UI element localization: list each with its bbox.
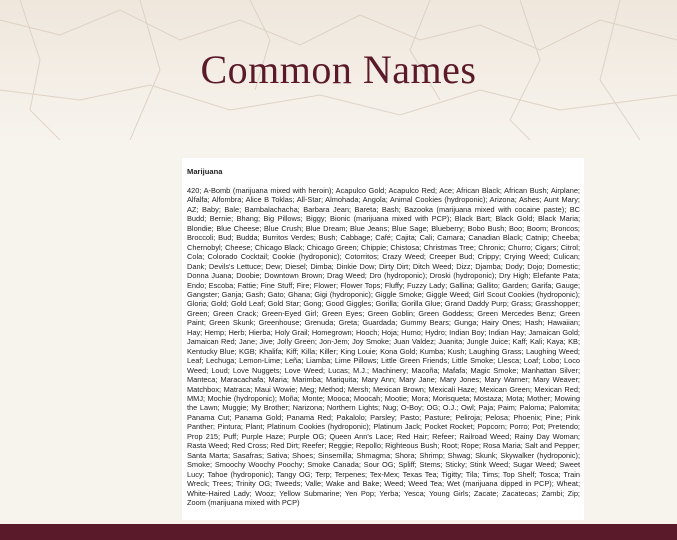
document-heading: Marijuana — [187, 167, 223, 176]
document-body-text: 420; A-Bomb (marijuana mixed with heroin); Acapulco Gold; Acapulco Red; Ace; African Black; African Bush; Airplane; Alfalfa; Alfombra; Alice B Toklas; All-Star; Almohada; Angola; Animal Cookies (hydroponic); Arizona; Ashes; Aunt Mary; AZ; Baby; Bale; Bambalachacha; Barbara Jean; Bareta; Bash; Bazooka (marijuana mixed with cocaine paste); BC Budd; Bernie; Bhang; Big Pillows; Biggy; Bionic (marijuana mixed with PCP); Black Bart; Black Gold; Black Maria; Blondie; Blue Cheese; Blue Crush; Blue Dream; Blue Jeans; Blue Sage; Blueberry; Bobo Bush; Boo; Boom; Broncos; Broccoli; Bud; Budda; Burritos Verdes; Bush; Cabbage; Café; Cajita; Cali; Camara; Canadian Black; Catnip; Cheeba; Chernobyl; Cheese; Chicago Black; Chicago Green; Chippie; Chistosa; Christmas Tree; Chronic; Churro; Cigars; Citrol; Cola; Colorado Cocktail; Cookie (hydroponic); Cotorritos; Crazy Weed; Creeper Bud; Crippy; Crying Weed; Culican; Dank; Devils's Lettuce; Dew; Diesel; Dimba; Dinkie Dow; Dirty Dirt; Ditch Weed; Dizz; Djamba; Dody; Dojo; Domestic; Donna Juana; Doobie; Downtown Brown; Drag Weed; Dro (hydroponic); Droski (hydroponic); Dry High; Elefante Pata; Endo; Escoba; Fattie; Fine Stuff; Fire; Flower; Flower Tops; Fluffy; Fuzzy Lady; Gallina; Gallito; Garden; Garifa; Gauge; Gangster; Ganja; Gash; Gato; Ghana; Gigi (hydroponic); Giggle Smoke; Giggle Weed; Girl Scout Cookies (hydroponic); Gloria; Gold; Gold Leaf; Gold Star; Gong; Good Giggles; Gorilla; Gorilla Glue; Grand Daddy Purp; Grass; Grasshopper; Green; Green Crack; Green-Eyed Girl; Green Eyes; Green Goblin; Green Goddess; Green Mercedes Benz; Green Paint; Green Skunk; Greenhouse; Grenuda; Greta; Guardada; Gummy Bears; Gunga; Hairy Ones; Hash; Hawaiian; Hay; Hemp; Herb; Hierba; Holy Grail; Homegrown; Hooch; Hoja; Humo; Hydro; Indian Boy; Indian Hay; Jamaican Gold; Jamaican Red; Jane; Jive; Jolly Green; Jon-Jem; Joy Smoke; Juan Valdez; Juanita; Jungle Juice; Kaff; Kali; Kaya; KB; Kentucky Blue; KGB; Khalifa; Kiff; Killa; Killer; King Louie; Kona Gold; Kumba; Kush; Laughing Grass; Laughing Weed; Leaf; Lechuga; Lemon-Lime; Leña; Liamba; Lime Pillows; Little Green Friends; Little Smoke; Llesca; Loaf; Lobo; Loco Weed; Loud; Love Nuggets; Love Weed; Lucas; M.J.; Machinery; Macoña; Mafafa; Magic Smoke; Manhattan Silver; Manteca; Maracachafa; Maria; Marimba; Mariquita; Mary Ann; Mary Jane; Mary Jones; Mary Warner; Mary Weaver; Matchbox; Matraca; Maui Wowie; Meg; Method; Mersh; Mexican Brown; Mexicali Haze; Mexican Green; Mexican Red; MMJ; Mochie (hydroponic); Moña; Monte; Mooca; Moocah; Mootie; Mora; Morisqueta; Mostaza; Mota; Mother; Mowing the Lawn; Muggie; My Brother; Narizona; Northern Lights; Nug; O-Boy; OG; O.J.; Owl; Paja; Paim; Paloma; Palomita; Panama Cut; Panama Gold; Panama Red; Pakalolo; Parsley; Pasto; Pasture; Peliroja; Pelosa; Phoenix; Pine; Pink Panther; Pintura; Plant; Platinum Cookies (hydroponic); Platinum Jack; Pocket Rocket; Popcorn; Porro; Pot; Pretendo; Prop 215; Puff; Purple Haze; Purple OG; Queen Ann's Lace; Red Hair; Refeer; Railroad Weed; Rainy Day Woman; Rasta Weed; Red Cross; Red Dirt; Reefer; Reggie; Repollo; Righteous Bush; Root; Rope; Rosa Maria; Salt and Pepper; Santa Marta; Sasafras; Sativa; Shoes; Sinsemilla; Shmagma; Shora; Shrimp; Shwag; Skunk; Skywalker (hydroponic); Smoke; Smoochy Woochy Poochy; Smoke Canada; Sour OG; Spliff; Stems; Sticky; Stink Weed; Sugar Weed; Sweet Lucy; Tahoe (hydroponic); Tangy OG; Terp; Terpenes; Tex-Mex; Texas Tea; Tigitty; Tila; Tims; Top Shelf; Tosca; Train Wreck; Trees; Trinity OG; Tweeds; Valle; Wake and Bake; Weed; Weed Tea; Wet (marijuana dipped in PCP); Wheat; White-Haired Lady; Wooz; Yellow Submarine; Yen Pop; Yerba; Yesca; Young Girls; Zacate; Zacatecas; Zambi; Zip; Zoom (marijuana mixed with PCP) — [187, 186, 580, 507]
slide-title: Common Names — [200, 47, 477, 92]
document-panel — [182, 158, 584, 520]
footer-bar — [0, 524, 677, 540]
